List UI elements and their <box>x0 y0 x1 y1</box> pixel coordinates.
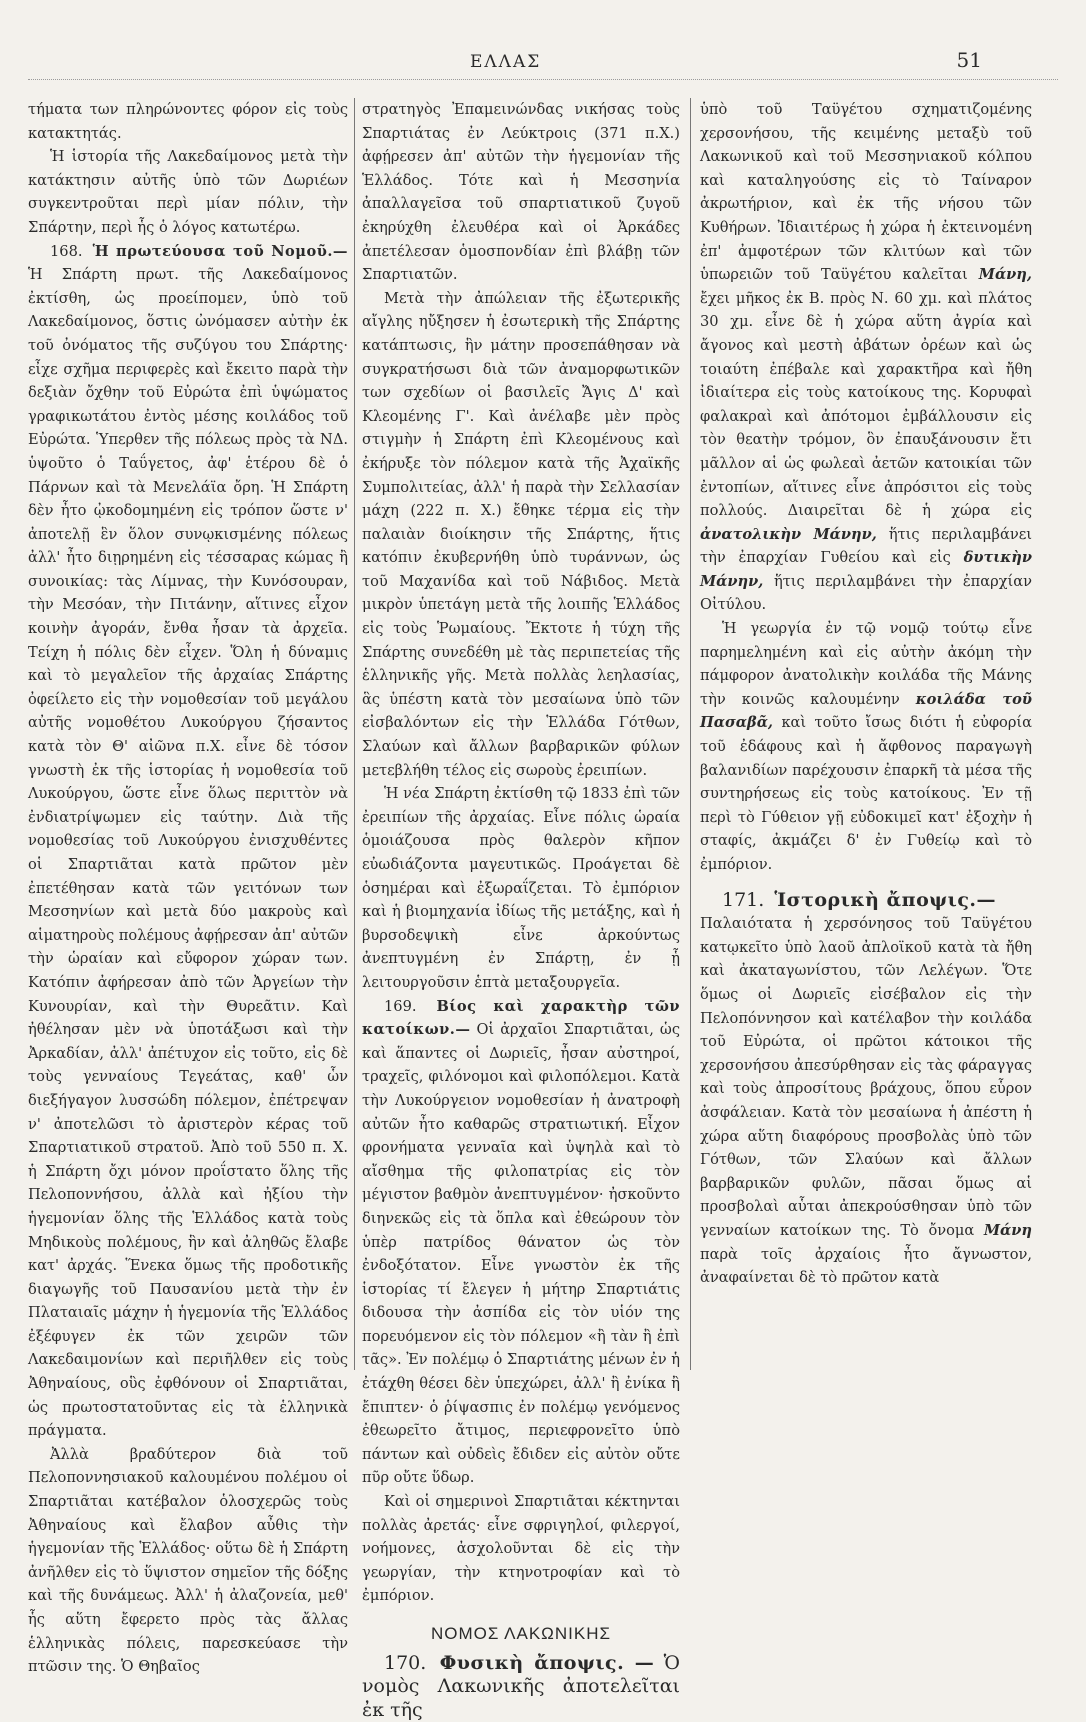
section-title: Βίος καὶ χαρακτὴρ τῶν κατοίκων.— <box>362 997 680 1039</box>
section-number: 171. <box>722 888 765 911</box>
paragraph: Ἡ νέα Σπάρτη ἐκτίσθη τῷ 1833 ἐπὶ τῶν ἐρειπίων τῆς ἀρχαίας. Εἶνε πόλις ὡραία ὁμοιάζουσα πρὸς θαλερὸν κῆπον εὐωδιάζοντα μαγευτικῶς. Προάγεται δὲ ὁσημέραι καὶ ἐξωραΐζεται. Τὸ ἐμπόριον καὶ ἡ βιομηχανία ἰδίως τῆς μετάξης, καὶ ἡ βυρσοδεψικὴ εἶνε ἀρκούντως ἀνεπτυγμένη ἐν Σπάρτῃ, ἐν ᾗ λειτουργοῦσιν ἑπτὰ μεταξουργεῖα. <box>362 785 680 991</box>
paragraph: στρατηγὸς Ἐπαμεινώνδας νικήσας τοὺς Σπαρτιάτας ἐν Λεύκτροις (371 π.Χ.) ἀφῄρεσεν ἀπ' αὐτῶν τὴν ἡγεμονίαν τῆς Ἑλλάδος. Τότε καὶ ἡ Μεσσηνία ἀπαλλαγεῖσα τοῦ σπαρτιατικοῦ ζυγοῦ ἐκηρύχθη ἐλευθέρα καὶ οἱ Ἀρκάδες ἀπετέλεσαν ὁμοσπονδίαν ἐπὶ βλάβῃ τῶν Σπαρτιατῶν. <box>362 101 680 284</box>
header-rule <box>28 79 1058 80</box>
column-rule-left <box>354 98 355 1370</box>
paragraph <box>700 98 1032 617</box>
paragraph: Καὶ οἱ σημερινοὶ Σπαρτιᾶται κέκτηνται πολλὰς ἀρετάς· εἶνε σφριγηλοί, φιλεργοί, νοήμονες, ἀσχολοῦνται δὲ εἰς τὴν γεωργίαν, τὴν κτηνοτροφίαν καὶ τὸ ἐμπόριον. <box>362 1493 680 1605</box>
column-middle <box>362 98 681 1721</box>
section-heading: ΝΟΜΟΣ ΛΑΚΩΝΙΚΗΣ <box>430 1624 612 1643</box>
emphasis-west-mani: δυτικὴν Μάνην, <box>700 549 1033 590</box>
text-run: ὑπὸ τοῦ Ταϋγέτου σχηματιζομένης χερσονήσου, τῆς κειμένης μεταξὺ τοῦ Λακωνικοῦ καὶ τοῦ Μεσσηνιακοῦ κόλπου καὶ καταληγούσης εἰς τὸ Ταίναρον ἀκρωτήριον, καὶ ἐκ τῆς νήσου τῶν Κυθήρων. Ἰδιαιτέρως ἡ χώρα ἡ ἐκτεινομένη ἐπ' ἀμφοτέρων τῶν κλιτύων καὶ τῶν ὑπωρειῶν τοῦ Ταϋγέτου καλεῖται <box>700 101 1032 284</box>
paragraph: Ἡ ἱστορία τῆς Λακεδαίμονος μετὰ τὴν κατάκτησιν αὐτῆς ὑπὸ τῶν Δωριέων συγκεντροῦται περὶ μίαν πόλιν, τὴν Σπάρτην, περὶ ἧς ὁ λόγος κατωτέρω. <box>28 148 348 236</box>
column-right <box>700 98 1032 1460</box>
section-171 <box>700 889 1032 913</box>
emphasis-pasava: κοιλάδα τοῦ Πασαβᾶ, <box>700 690 1033 732</box>
section-title: Φυσικὴ ἄποψις. — <box>439 1651 655 1674</box>
paragraph: Μετὰ τὴν ἀπώλειαν τῆς ἐξωτερικῆς αἴγλης ηὔξησεν ἡ ἐσωτερικὴ τῆς Σπάρτης κατάπτωσις, ἣν μάτην προσεπάθησαν νὰ συγκρατήσωσι διὰ τῶν ἀναμορφωτικῶν των σχεδίων οἱ βασιλεῖς Ἄγις Δ' καὶ Κλεομένης Γ'. Καὶ ἀνέλαβε μὲν πρὸς στιγμὴν ἡ Σπάρτη ἐπὶ Κλεομένους καὶ ἐκήρυξε τὸν πόλεμον κατὰ τῆς Ἀχαϊκῆς Συμπολιτείας, ἀλλ' ἡ παρὰ τὴν Σελλασίαν μάχη (222 π. Χ.) ἔθηκε τέρμα εἰς τὴν παλαιὰν διοίκησιν τῆς Σπάρτης, ἥτις κατόπιν ἐκυβερνήθη ὑπὸ τυράννων, ὡς τοῦ Μαχανίδα καὶ τοῦ Νάβιδος. Μετὰ μικρὸν ὑπετάγη μετὰ τῆς λοιπῆς Ἑλλάδος εἰς τοὺς Ῥωμαίους. Ἔκτοτε ἡ τύχη τῆς Σπάρτης συνεδέθη μὲ τὰς περιπετείας τῆς ἑλληνικῆς γῆς. Μετὰ πολλὰς λεηλασίας, ἃς ὑπέστη κατὰ τὸν μεσαίωνα ὑπὸ τῶν εἰσβαλόντων εἰς τὴν Ἑλλάδα Γότθων, Σλαύων καὶ ἄλλων βαρβαρικῶν φύλων μετεβλήθη τέλος εἰς σωροὺς ἐρειπίων. <box>362 289 680 779</box>
text-run: Παλαιότατα ἡ χερσόνησος τοῦ Ταϋγέτου κατῳκεῖτο ὑπὸ λαοῦ ἀπλοϊκοῦ κατὰ τὰ ἤθη καὶ ἀκαταγωνίστου, τῶν Λελέγων. Ὅτε ὅμως οἱ Δωριεῖς εἰσέβαλον εἰς τὴν Πελοπόννησον καὶ κατέλαβον τὴν κοιλάδα τοῦ Εὐρώτα, οἱ πρῶτοι κάτοικοι τῆς χερσονήσου ἀπεσύρθησαν εἰς τὰς φάραγγας καὶ τοὺς ἀπροσίτους βράχους, ὅπου εὗρον ἀσφάλειαν. Κατὰ τὸν μεσαίωνα ἡ ἀπέστη ἡ χώρα αὕτη διαφόρους προσβολὰς ὑπὸ τῶν Γότθων, τῶν Σλαύων καὶ ἄλλων βαρβαρικῶν φυλῶν, πᾶσαι ὅμως αἱ προσβολαὶ αὗται ἀπεκρούσθησαν ὑπὸ τῶν γενναίων κατοίκων της. Τὸ ὄνομα <box>700 915 1032 1239</box>
text-run: ἥτις περιλαμβάνει τὴν ἐπαρχίαν Οἰτύλου. <box>700 572 1032 614</box>
section-title: Ἱστορικὴ ἄποψις.— <box>774 888 997 911</box>
paragraph <box>700 617 1032 877</box>
section-text <box>700 912 1032 1290</box>
emphasis-mani: Μάνη <box>983 1221 1032 1239</box>
section-169 <box>362 995 680 1490</box>
column-rule-right <box>690 98 691 1370</box>
section-170 <box>362 1652 680 1722</box>
section-number: 169. <box>384 997 417 1015</box>
section-text: Ἡ Σπάρτη πρωτ. τῆς Λακεδαίμονος ἐκτίσθη, ὡς προείπομεν, ὑπὸ τοῦ Λακεδαίμονος, ὅστις ὠνόμασεν αὐτὴν ἐκ τοῦ ὀνόματος τῆς συζύγου του Σπάρτης· εἶχε σχῆμα περιφερὲς καὶ ἔκειτο παρὰ τὴν δεξιὰν ὄχθην τοῦ Εὐρώτα ἐπὶ ὑψώματος γραφικωτάτου ἐντὸς μέσης κοιλάδος τοῦ Εὐρώτα. Ὑπερθεν τῆς πόλεως πρὸς τὰ ΝΔ. ὑψοῦτο ὁ Ταΰγετος, ἀφ' ἑτέρου δὲ ὁ Πάρνων καὶ τὰ Μενελάϊα ὄρη. Ἡ Σπάρτη δὲν ἦτο ᾠκοδομημένη εἰς τρόπον ὥστε ν' ἀποτελῇ ἓν ὅλον συνῳκισμένης πόλεως ἀλλ' ἦτο διῃρημένη εἰς τέσσαρας κώμας ἢ συνοικίας: τὰς Λίμνας, τὴν Κυνόσουραν, τὴν Μεσόαν, τὴν Πιτάνην, αἵτινες εἶχον κοινὴν ἀγοράν, ἔνθα ἦσαν τὰ ἀρχεῖα. Τείχη ἡ πόλις δὲν εἶχεν. Ὅλη ἡ δύναμις καὶ τὸ μεγαλεῖον τῆς ἀρχαίας Σπάρτης ὀφείλετο εἰς τὴν νομοθεσίαν τοῦ μεγάλου αὐτῆς νομοθέτου Λυκούργου ζήσαντος κατὰ τὸν Θ' αἰῶνα π.Χ. εἶνε δὲ τόσον γνωστὴ ἐκ τῆς ἱστορίας ἡ νομοθεσία τοῦ Λυκούργου, ὥστε εἶνε ὅλως περιττὸν νὰ ἐνδιατρίψωμεν εἰς ταύτην. Διὰ τῆς νομοθεσίας τοῦ Λυκούργου ἐνισχυθέντες οἱ Σπαρτιᾶται κατὰ πρῶτον μὲν ἐπετέθησαν κατὰ τῶν γειτόνων των Μεσσηνίων καὶ μετὰ δύο μακροὺς καὶ αἱματηροὺς πολέμους ἀφῄρεσαν ἀπ' αὐτῶν τὴν ὡραίαν καὶ εὔφορον χώραν των. Κατόπιν ἀφήρεσαν ἀπὸ τῶν Ἀργείων τὴν Κυνουρίαν, καὶ τὴν Θυρεᾶτιν. Καὶ ἠθέλησαν μὲν νὰ ὑποτάξωσι καὶ τὴν Ἀρκαδίαν, ἀλλ' ἀπέτυχον εἰς τοῦτο, εἰς δὲ τοὺς γενναίους Τεγεάτας, καθ' ὧν διεξήγαγον λυσσώδη πόλεμον, ἐπέτρεψαν ν' ἀποτελῶσι τὸ ἀριστερὸν κέρας τοῦ Σπαρτιατικοῦ στρατοῦ. Ἀπὸ τοῦ 550 π. Χ. ἡ Σπάρτη ὄχι μόνον προΐστατο ὅλης τῆς Πελοποννήσου, ἀλλὰ καὶ ἠξίου τὴν ἡγεμονίαν ὅλης τῆς Ἑλλάδος κατὰ τοὺς Μηδικοὺς πολέμους, ἣν καὶ ἀληθῶς ἔλαβε κατ' ἀρχάς. Ἕνεκα ὅμως τῆς προδοτικῆς διαγωγῆς τοῦ Παυσανίου μετὰ τὴν ἐν Πλαταιαῖς μάχην ἡ ἡγεμονία τῆς Ἑλλάδος ἐξέφυγεν ἐκ τῶν χειρῶν τῶν Λακεδαιμονίων καὶ περιῆλθεν εἰς τοὺς Ἀθηναίους, οὓς ἐφθόνουν οἱ Σπαρτιᾶται, ὡς πρωτοστατοῦντας εἰς τὰ ἑλληνικὰ πράγματα. <box>28 266 348 1440</box>
section-text: Ὁ νομὸς Λακωνικῆς ἀποτελεῖται ἐκ τῆς <box>362 1651 680 1721</box>
page-number: 51 <box>956 48 982 72</box>
paragraph: Ἀλλὰ βραδύτερον διὰ τοῦ Πελοποννησιακοῦ καλουμένου πολέμου οἱ Σπαρτιᾶται κατέβαλον ὁλοσχερῶς τοὺς Ἀθηναίους καὶ ἔλαβον αὖθις τὴν ἡγεμονίαν τῆς Ἑλλάδος· οὕτω δὲ ἡ Σπάρτη ἀνῆλθεν εἰς τὸ ὕψιστον σημεῖον τῆς δόξης καὶ τῆς δυνάμεως. Ἀλλ' ἡ ἀλαζονεία, μεθ' ἧς αὕτη ἔφερετο πρὸς τὰς ἄλλας ἑλληνικὰς πόλεις, παρεσκεύασε τὴν πτῶσιν της. Ὁ Θηβαῖος <box>28 1445 348 1676</box>
running-head <box>0 48 1086 78</box>
text-run: ἥτις περιλαμβάνει τὴν ἐπαρχίαν Γυθείου καὶ εἰς <box>700 525 1032 567</box>
running-title: ΕΛΛΑΣ <box>470 52 542 72</box>
text-run: καὶ τοῦτο ἴσως διότι ἡ εὐφορία τοῦ ἐδάφους καὶ ἡ ἄφθονος παραγωγὴ βαλανιδίων παρέχουσιν ἐπαρκῆ τὰ μέσα τῆς συντηρήσεως εἰς τοὺς κατοίκους. Ἐν τῇ περὶ τὸ Γύθειον γῇ εὐδοκιμεῖ κατ' ἐξοχὴν ἡ σταφίς, ἀκμάζει δ' ἐν Γυθείῳ καὶ τὸ ἐμπόριον. <box>700 714 1032 873</box>
section-text: Οἱ ἀρχαῖοι Σπαρτιᾶται, ὡς καὶ ἅπαντες οἱ Δωριεῖς, ἦσαν αὐστηροί, τραχεῖς, φιλόνομοι καὶ φιλοπόλεμοι. Κατὰ τὴν Λυκούργειον νομοθεσίαν ἡ ἀνατροφὴ αὐτῶν ἦτο καθαρῶς στρατιωτική. Εἶχον φρονήματα γενναῖα καὶ ὑψηλὰ καὶ τὸ αἴσθημα τῆς φιλοπατρίας εἰς τὸν μέγιστον βαθμὸν ἀνεπτυγμένον· ἠσκοῦντο διηνεκῶς εἰς τὰ ὅπλα καὶ ἐθεώρουν τὸν ὑπὲρ πατρίδος θάνατον ὡς τὸν ἐνδοξότατον. Εἶνε γνωστὸν ἐκ τῆς ἱστορίας τί ἔλεγεν ἡ μήτηρ Σπαρτιάτις διδουσα τὴν ἀσπίδα εἰς τὸν υἱόν της πορευόμενον εἰς τὸν πόλεμον «ἢ τὰν ἢ ἐπὶ τᾶς». Ἐν πολέμῳ ὁ Σπαρτιάτης μένων ἐν ἡ ἐτάχθη θέσει δὲν ὑπεχώρει, ἀλλ' ἢ ἐνίκα ἢ ἔπιπτεν· ὁ ῥίψασπις ἐν πολέμῳ γενόμενος ἐθεωρεῖτο ἄτιμος, περιεφρονεῖτο ὑπὸ πάντων καὶ οὐδεὶς ἔδιδεν εἰς αὐτὸν οὔτε πῦρ οὔτε ὕδωρ. <box>362 1021 681 1487</box>
emphasis-mani: Μάνη, <box>978 266 1032 284</box>
section-number: 168. <box>50 242 83 260</box>
section-168 <box>28 240 348 1443</box>
emphasis-east-mani: ἀνατολικὴν Μάνην, <box>700 525 877 543</box>
text-run: παρὰ τοῖς ἀρχαίοις ἦτο ἄγνωστον, ἀναφαίνεται δὲ τὸ πρῶτον κατὰ <box>700 1245 1032 1287</box>
section-title: Ἡ πρωτεύουσα τοῦ Νομοῦ.— <box>92 242 348 260</box>
column-left <box>28 98 348 1676</box>
text-run: Ἡ γεωργία ἐν τῷ νομῷ τούτῳ εἶνε παρημελημένη καὶ εἰς αὐτὴν ἀκόμη τὴν πάμφορον ἀνατολικὴν κοιλάδα τῆς Μάνης τὴν κοινῶς καλουμένην <box>700 620 1032 708</box>
text-run: ἔχει μῆκος ἐκ Β. πρὸς Ν. 60 χμ. καὶ πλάτος 30 χμ. εἶνε δὲ ἡ χώρα αὕτη ἀγρία καὶ ἄγονος καὶ μεστὴ ἀβάτων ὀρέων καὶ ὡς τοιαύτη ἐπέβαλε καὶ χαρακτῆρα καὶ ἤθη ἰδιαίτερα εἰς τοὺς κατοίκους της. Κορυφαὶ φαλακραὶ καὶ ἀπότομοι ἐμβάλλουσιν εἰς τὸν θεατὴν τρόμον, ὃν ἐπαυξάνουσιν ἔτι μᾶλλον αἱ ὡς φωλεαὶ ἀετῶν κατοικίαι τῶν ἐντοπίων, αἵτινες εἶνε ἀπρόσιτοι εἰς τοὺς πολλούς. Διαιρεῖται δὲ ἡ χώρα εἰς <box>700 289 1032 520</box>
section-number: 170. <box>384 1651 427 1674</box>
paragraph: τήματα των πληρώνοντες φόρον εἰς τοὺς κατακτητάς. <box>28 101 348 142</box>
